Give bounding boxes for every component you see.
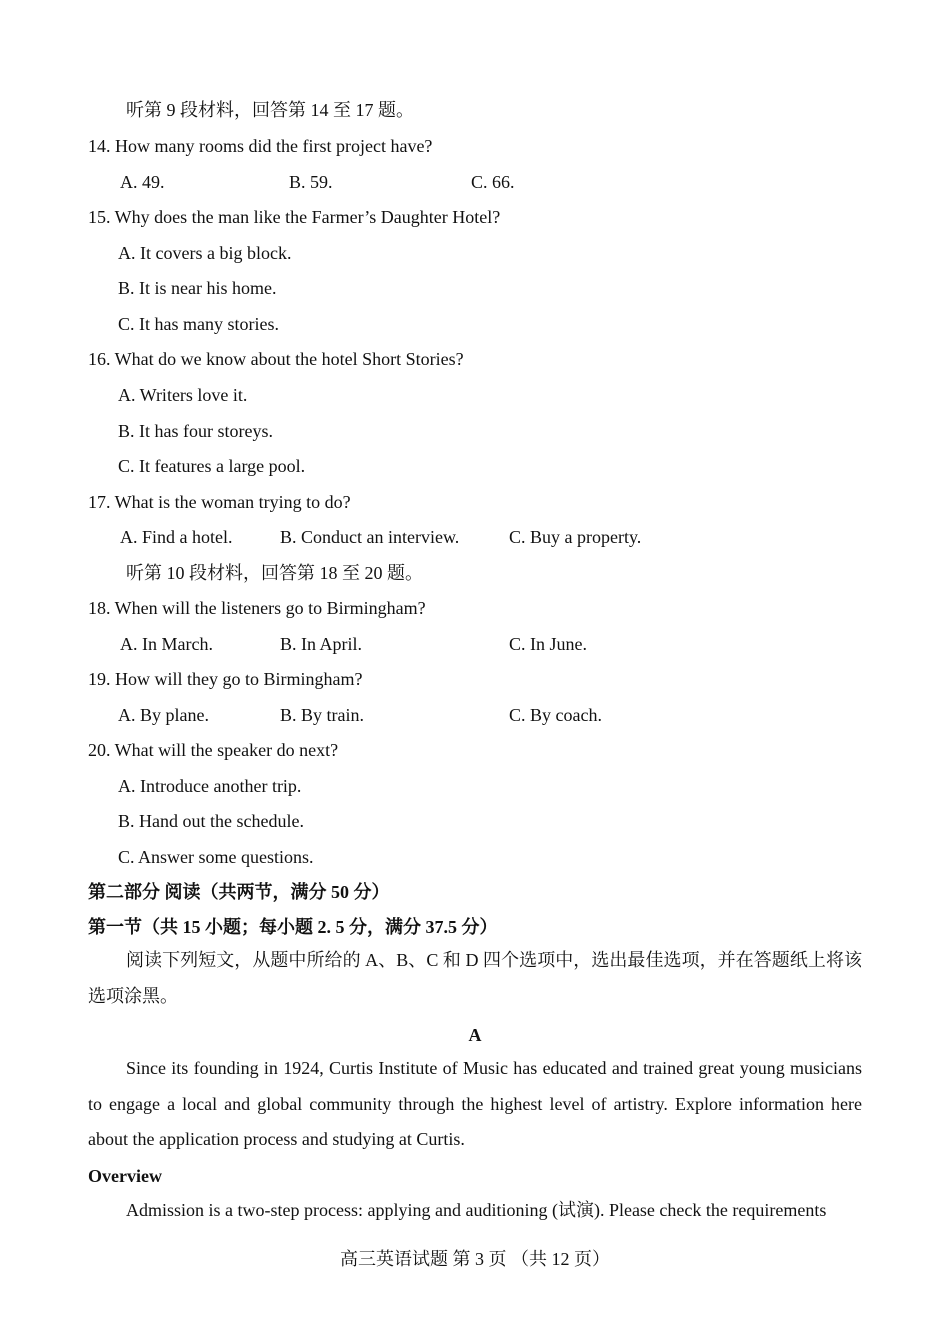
question-stem: 14. How many rooms did the first project have? (88, 136, 433, 156)
passage-paragraph: Since its founding in 1924, Curtis Institute of Music has educated and trained great young musicians to engage a local and global community through the highest level of artistry. Explore information here about the application process and studying at Curtis. (88, 1058, 862, 1149)
option-c: C. 66. (471, 172, 515, 192)
reading-instructions: 阅读下列短文，从题中所给的 A、B、C 和 D 四个选项中，选出最佳选项，并在答题纸上将该选项涂黑。 (88, 950, 862, 1006)
option-b: B. In April. (280, 634, 363, 654)
option-b: B. Hand out the schedule. (118, 811, 304, 831)
passage-label: A (468, 1025, 482, 1045)
question-stem: 17. What is the woman trying to do? (88, 492, 351, 512)
option-c: C. Buy a property. (509, 527, 642, 547)
option-a: A. Writers love it. (118, 385, 248, 405)
option-b: B. Conduct an interview. (280, 527, 460, 547)
question-stem: 19. How will they go to Birmingham? (88, 669, 363, 689)
option-a: A. By plane. (118, 705, 209, 725)
option-b: B. It has four storeys. (118, 421, 273, 441)
option-c: C. It has many stories. (118, 314, 279, 334)
option-b: B. By train. (280, 705, 364, 725)
listen-9-instruction: 听第 9 段材料，回答第 14 至 17 题。 (126, 100, 414, 120)
overview-paragraph: Admission is a two-step process: applying and auditioning (试演). Please check the requirements (126, 1200, 827, 1220)
listen-10-instruction: 听第 10 段材料，回答第 18 至 20 题。 (126, 563, 423, 583)
option-c: C. By coach. (509, 705, 602, 725)
part-2-title: 第二部分 阅读（共两节，满分 50 分） (88, 882, 390, 902)
question-stem: 16. What do we know about the hotel Short Stories? (88, 349, 464, 369)
option-a: A. 49. (120, 172, 165, 192)
option-a: A. Introduce another trip. (118, 776, 302, 796)
overview-heading: Overview (88, 1166, 162, 1186)
option-c: C. It features a large pool. (118, 456, 306, 476)
section-1-title: 第一节（共 15 小题；每小题 2. 5 分，满分 37.5 分） (88, 917, 498, 937)
question-stem: 15. Why does the man like the Farmer’s Daughter Hotel? (88, 207, 501, 227)
option-c: C. Answer some questions. (118, 847, 314, 867)
question-stem: 20. What will the speaker do next? (88, 740, 339, 760)
option-b: B. It is near his home. (118, 278, 277, 298)
page-footer: 高三英语试题 第 3 页 （共 12 页） (340, 1249, 610, 1269)
question-stem: 18. When will the listeners go to Birmingham? (88, 598, 426, 618)
option-b: B. 59. (289, 172, 333, 192)
option-c: C. In June. (509, 634, 587, 654)
option-a: A. It covers a big block. (118, 243, 292, 263)
option-a: A. Find a hotel. (120, 527, 233, 547)
option-a: A. In March. (120, 634, 213, 654)
